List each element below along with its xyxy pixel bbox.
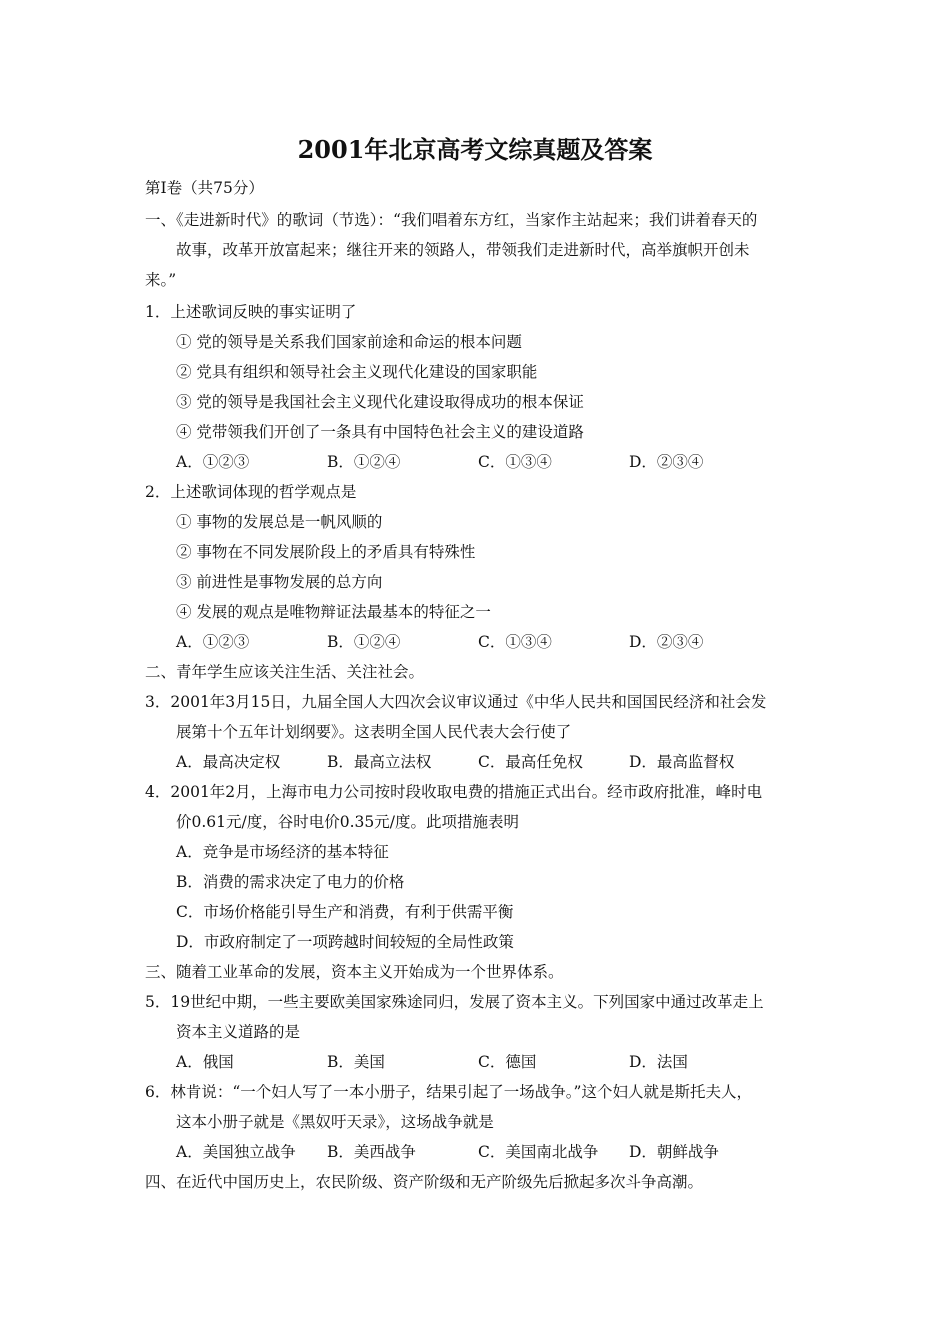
q5-stem-line-2: 资本主义道路的是 — [176, 1023, 301, 1041]
q3-option-b: B．最高立法权 — [327, 753, 432, 771]
q1-item-4: ④ 党带领我们开创了一条具有中国特色社会主义的建设道路 — [176, 423, 584, 441]
q2-option-b: B．①②④ — [327, 633, 401, 651]
q5-option-a: A．俄国 — [176, 1053, 234, 1071]
q2-item-2: ② 事物在不同发展阶段上的矛盾具有特殊性 — [176, 543, 476, 561]
q1-option-d: D．②③④ — [629, 453, 704, 471]
q3-option-a: A．最高决定权 — [176, 753, 281, 771]
q6-stem-line-2: 这本小册子就是《黑奴吁天录》，这场战争就是 — [176, 1113, 494, 1131]
q3-option-d: D．最高监督权 — [629, 753, 735, 771]
q4-stem-line-1: 4．2001年2月，上海市电力公司按时段收取电费的措施正式出台。经市政府批准，峰时电 — [145, 783, 763, 801]
section3-heading: 三、随着工业革命的发展，资本主义开始成为一个世界体系。 — [145, 963, 564, 981]
page-title: 2001年北京高考文综真题及答案 — [297, 135, 653, 164]
q4-stem-line-2: 价0.61元/度，谷时电价0.35元/度。此项措施表明 — [176, 813, 519, 831]
q2-option-d: D．②③④ — [629, 633, 704, 651]
q1-stem: 1．上述歌词反映的事实证明了 — [145, 303, 357, 321]
q2-item-4: ④ 发展的观点是唯物辩证法最基本的特征之一 — [176, 603, 491, 621]
q6-option-c: C．美国南北战争 — [478, 1143, 599, 1161]
q6-stem-line-1: 6．林肯说：“一个妇人写了一本小册子，结果引起了一场战争。”这个妇人就是斯托夫人， — [145, 1083, 752, 1101]
q1-option-c: C．①③④ — [478, 453, 552, 471]
q1-item-2: ② 党具有组织和领导社会主义现代化建设的国家职能 — [176, 363, 538, 381]
q2-item-3: ③ 前进性是事物发展的总方向 — [176, 573, 383, 591]
q4-option-a: A．竞争是市场经济的基本特征 — [176, 843, 389, 861]
q3-stem-line-1: 3．2001年3月15日，九届全国人大四次会议审议通过《中华人民共和国国民经济和社会发 — [145, 693, 767, 711]
q4-option-d: D．市政府制定了一项跨越时间较短的全局性政策 — [176, 933, 514, 951]
q5-stem-line-1: 5．19世纪中期，一些主要欧美国家殊途同归，发展了资本主义。下列国家中通过改革走上 — [145, 993, 764, 1011]
volume-heading: 第Ⅰ卷（共75分） — [145, 179, 264, 197]
q6-option-b: B．美西战争 — [327, 1143, 416, 1161]
q4-option-b: B．消费的需求决定了电力的价格 — [176, 873, 405, 891]
q6-option-a: A．美国独立战争 — [176, 1143, 296, 1161]
section1-line-1: 一、《走进新时代》的歌词（节选）：“我们唱着东方红，当家作主站起来；我们讲着春天的 — [145, 211, 758, 229]
q1-item-3: ③ 党的领导是我国社会主义现代化建设取得成功的根本保证 — [176, 393, 584, 411]
section2-heading: 二、青年学生应该关注生活、关注社会。 — [145, 663, 425, 681]
q5-option-c: C．德国 — [478, 1053, 537, 1071]
section4-heading: 四、在近代中国历史上，农民阶级、资产阶级和无产阶级先后掀起多次斗争高潮。 — [145, 1173, 704, 1191]
q1-option-b: B．①②④ — [327, 453, 401, 471]
q6-option-d: D．朝鲜战争 — [629, 1143, 719, 1161]
section1-line-2: 故事，改革开放富起来；继往开来的领路人，带领我们走进新时代，高举旗帜开创未 — [176, 241, 750, 259]
q2-option-c: C．①③④ — [478, 633, 552, 651]
q4-option-c: C．市场价格能引导生产和消费，有利于供需平衡 — [176, 903, 514, 921]
q3-stem-line-2: 展第十个五年计划纲要》。这表明全国人民代表大会行使了 — [176, 723, 572, 741]
section1-line-3: 来。” — [145, 271, 177, 289]
q3-option-c: C．最高任免权 — [478, 753, 583, 771]
q2-option-a: A．①②③ — [176, 633, 250, 651]
q2-stem: 2．上述歌词体现的哲学观点是 — [145, 483, 357, 501]
q5-option-b: B．美国 — [327, 1053, 385, 1071]
q1-item-1: ① 党的领导是关系我们国家前途和命运的根本问题 — [176, 333, 522, 351]
q1-option-a: A．①②③ — [176, 453, 250, 471]
q2-item-1: ① 事物的发展总是一帆风顺的 — [176, 513, 383, 531]
q5-option-d: D．法国 — [629, 1053, 688, 1071]
